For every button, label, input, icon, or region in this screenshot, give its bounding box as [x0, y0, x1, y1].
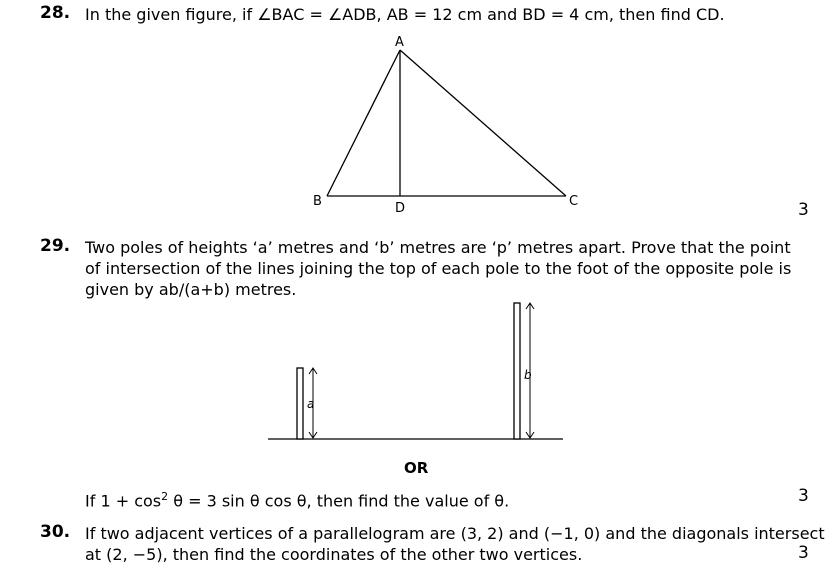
alt-text-post: θ = 3 sin θ cos θ, then find the value of θ. — [168, 491, 510, 511]
question-30-line-2: at (2, −5), then find the coordinates of the other two vertices. — [85, 545, 583, 564]
question-28-text: In the given figure, if ∠BAC = ∠ADB, AB = 12 cm and BD = 4 cm, then find CD. — [85, 5, 725, 24]
pole-a — [297, 368, 303, 439]
question-28-marks: 3 — [798, 200, 809, 220]
pole-a-label: a — [307, 397, 315, 411]
question-30-number: 30. — [40, 522, 71, 542]
point-d-label: D — [395, 201, 406, 216]
question-29-alternative — [85, 486, 509, 511]
question-28-number: 28. — [40, 3, 71, 23]
alt-exponent: 2 — [161, 490, 169, 503]
question-29-marks: 3 — [798, 486, 809, 506]
vertex-a-label: A — [395, 35, 404, 50]
question-29-line-2: of intersection of the lines joining the top of each pole to the foot of the opposite pole is — [85, 259, 792, 278]
or-separator: OR — [404, 459, 429, 477]
question-29-number: 29. — [40, 236, 71, 256]
question-29-line-1: Two poles of heights ‘a’ metres and ‘b’ metres are ‘p’ metres apart. Prove that the point — [85, 238, 791, 257]
question-30-line-1: If two adjacent vertices of a parallelogram are (3, 2) and (−1, 0) and the diagonals intersect — [85, 524, 825, 543]
vertex-c-label: C — [569, 194, 579, 209]
pole-b-label: b — [524, 368, 532, 382]
question-29-line-3: given by ab/(a+b) metres. — [85, 280, 297, 299]
alt-text-pre: If 1 + cos — [85, 491, 162, 511]
vertex-b-label: B — [313, 194, 322, 209]
question-30-marks: 3 — [798, 543, 809, 563]
pole-b — [514, 303, 520, 439]
